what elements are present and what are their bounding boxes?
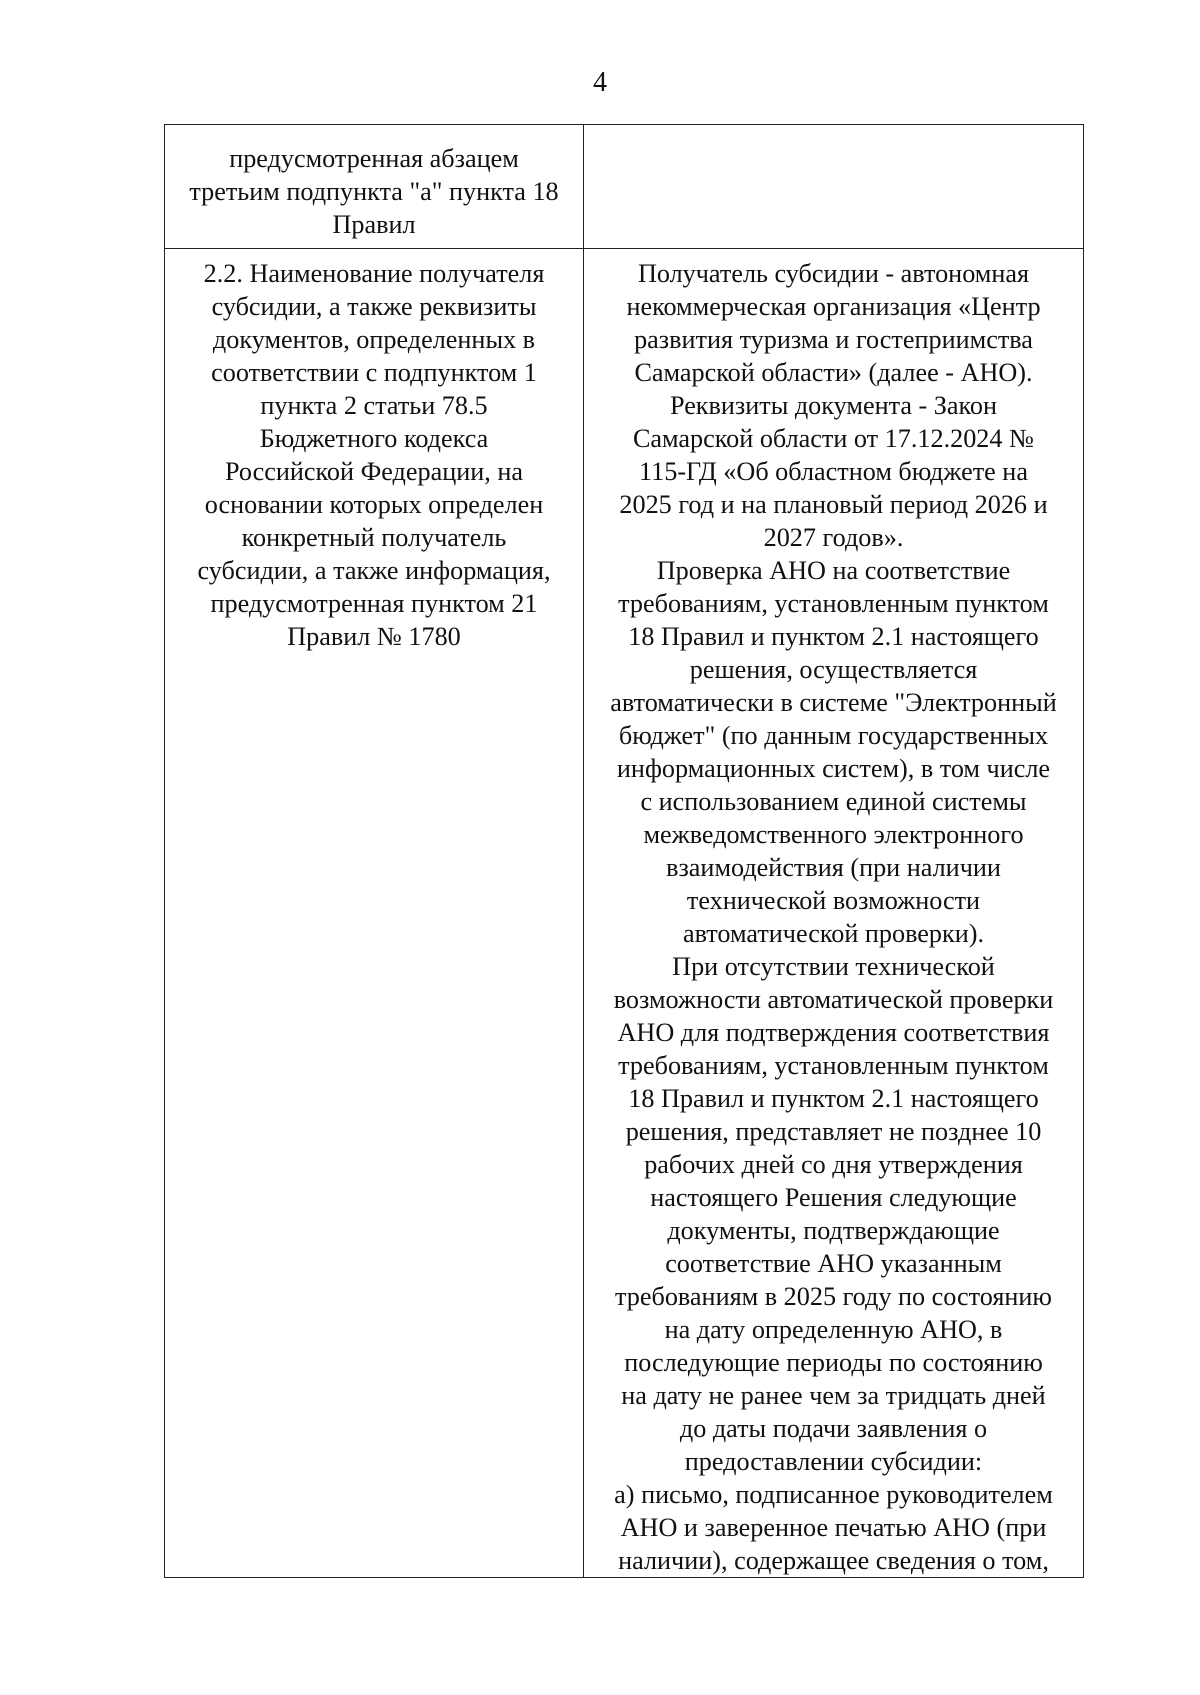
text-line: 115-ГД «Об областном бюджете на — [639, 457, 1028, 486]
text-line: 18 Правил и пунктом 2.1 настоящего — [628, 1084, 1039, 1113]
text-line: настоящего Решения следующие — [650, 1183, 1017, 1212]
text-line: Проверка АНО на соответствие — [656, 556, 1011, 585]
text-line: требованиям, установленным пунктом — [618, 589, 1049, 618]
text-line: Правил № 1780 — [287, 622, 461, 651]
text-line: При отсутствии технической — [672, 952, 995, 981]
text-line: Российской Федерации, на — [224, 457, 523, 486]
text-line: 2025 год и на плановый период 2026 и — [619, 490, 1048, 519]
text-line: рабочих дней со дня утверждения — [644, 1150, 1023, 1179]
text-line: требованиям, установленным пунктом — [618, 1051, 1049, 1080]
text-line: требованиям в 2025 году по состоянию — [615, 1282, 1052, 1311]
text-line: бюджет" (по данным государственных — [618, 721, 1049, 750]
text-line: соответствие АНО указанным — [665, 1249, 1002, 1278]
text-line: информационных систем), в том числе — [616, 754, 1051, 783]
text-line: на дату определенную АНО, в — [664, 1315, 1003, 1344]
text-line: технической возможности — [686, 886, 981, 915]
table-cell-right — [584, 249, 1084, 1578]
table-cell-left — [165, 249, 584, 1578]
text-line: АНО и заверенное печатью АНО (при — [620, 1513, 1047, 1542]
recipient-heading-text — [165, 249, 583, 653]
text-line: основании которых определен — [204, 490, 544, 519]
text-line: субсидии, а также реквизиты — [211, 292, 537, 321]
text-line: взаимодействия (при наличии — [666, 853, 1001, 882]
text-line: наличии), содержащее сведения о том, — [618, 1546, 1049, 1575]
text-line: Получатель субсидии - автономная — [637, 259, 1030, 288]
text-line: пункта 2 статьи 78.5 — [260, 391, 488, 420]
text-line: предоставлении субсидии: — [684, 1447, 983, 1476]
text-line: документы, подтверждающие — [667, 1216, 1000, 1245]
text-line: до даты подачи заявления о — [679, 1414, 988, 1443]
text-line: возможности автоматической проверки — [613, 985, 1054, 1014]
document-table — [164, 124, 1084, 1578]
text-line: на дату не ранее чем за тридцать дней — [621, 1381, 1046, 1410]
text-line: межведомственного электронного — [643, 820, 1024, 849]
table-row — [165, 249, 1084, 1578]
table-row — [165, 125, 1084, 249]
text-line: решения, представляет не позднее 10 — [625, 1117, 1042, 1146]
text-line: документов, определенных в — [212, 325, 536, 354]
text-line: 2.2. Наименование получателя — [203, 259, 545, 288]
text-line: предусмотренная пунктом 21 — [210, 589, 538, 618]
text-line: АНО для подтверждения соответствия — [617, 1018, 1050, 1047]
text-line: последующие периоды по состоянию — [624, 1348, 1043, 1377]
recipient-details-text — [584, 249, 1083, 1577]
text-line: а) письмо, подписанное руководителем — [614, 1480, 1053, 1509]
text-line: конкретный получатель — [241, 523, 507, 552]
table-cell-right — [584, 125, 1084, 249]
text-line: субсидии, а также информация, — [197, 556, 551, 585]
text-line: Самарской области от 17.12.2024 № — [632, 424, 1035, 453]
text-line: автоматически в системе "Электронный — [610, 688, 1057, 717]
text-line: Самарской области» (далее - АНО). — [634, 358, 1033, 387]
text-line: некоммерческая организация «Центр — [626, 292, 1041, 321]
text-line: с использованием единой системы — [640, 787, 1027, 816]
row1-left-text — [165, 125, 583, 241]
text-line: Бюджетного кодекса — [259, 424, 489, 453]
text-line: Правил — [332, 210, 416, 239]
text-line: автоматической проверки). — [682, 919, 985, 948]
text-line: решения, осуществляется — [689, 655, 978, 684]
text-line: 18 Правил и пунктом 2.1 настоящего — [628, 622, 1039, 651]
text-line: Реквизиты документа - Закон — [669, 391, 998, 420]
table-cell-left — [165, 125, 584, 249]
text-line: соответствии с подпунктом 1 — [211, 358, 537, 387]
text-line: предусмотренная абзацем — [229, 144, 519, 173]
page-number: 4 — [593, 67, 607, 98]
text-line: 2027 годов». — [763, 523, 904, 552]
text-line: третьим подпункта "а" пункта 18 — [189, 177, 559, 206]
text-line: развития туризма и гостеприимства — [634, 325, 1033, 354]
